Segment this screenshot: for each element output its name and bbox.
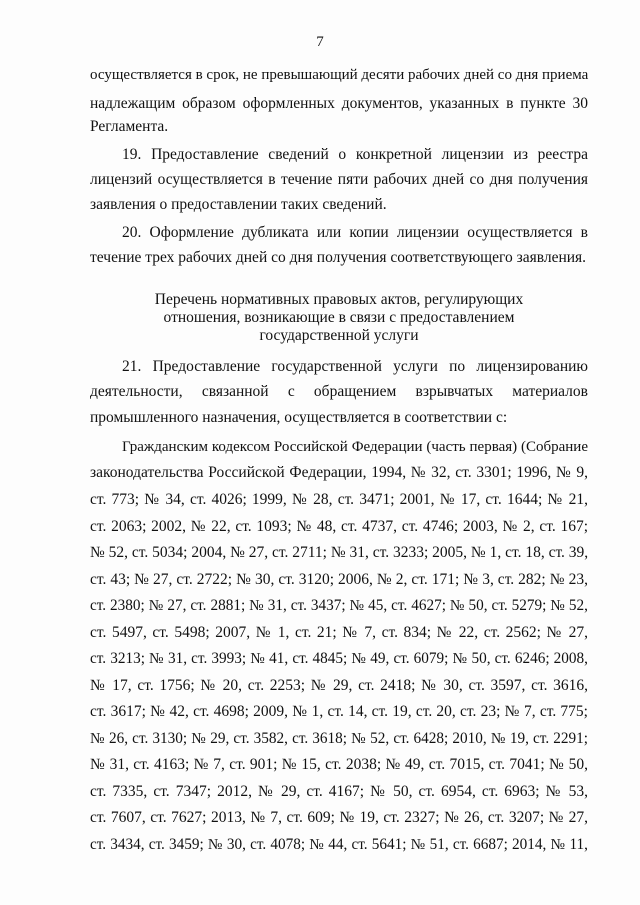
section-heading-line-2: отношения, возникающие в связи с предоставлением xyxy=(163,309,515,326)
civil-code-line-8: ст. 5497, ст. 5498; 2007, № 1, ст. 21; № 7, ст. 834; № 22, ст. 2562; № 27, xyxy=(90,624,588,641)
civil-code-line-11: ст. 3617; № 42, ст. 4698; 2009, № 1, ст. 14, ст. 19, ст. 20, ст. 23; № 7, ст. 775; xyxy=(90,703,588,720)
civil-code-line-12: № 26, ст. 3130; № 29, ст. 3582, ст. 3618; № 52, ст. 6428; 2010, № 19, ст. 2291; xyxy=(90,730,588,747)
paragraph-19-line-3: заявления о предоставлении таких сведений. xyxy=(90,196,387,213)
civil-code-line-14: ст. 7335, ст. 7347; 2012, № 29, ст. 4167; № 50, ст. 6954, ст. 6963; № 53, xyxy=(90,783,588,800)
civil-code-line-7: ст. 2380; № 27, ст. 2881; № 31, ст. 3437; № 45, ст. 4627; № 50, ст. 5279; № 52, xyxy=(90,597,588,614)
paragraph-20-line-1: 20. Оформление дубликата или копии лицензии осуществляется в xyxy=(122,224,588,241)
page-number: 7 xyxy=(316,34,324,50)
section-heading-line-1: Перечень нормативных правовых актов, регулирующих xyxy=(154,291,524,308)
paragraph-18-line-2: надлежащим образом оформленных документов, указанных в пункте 30 xyxy=(90,95,588,112)
civil-code-line-1: Гражданским кодексом Российской Федерации (часть первая) (Собрание xyxy=(122,439,588,455)
paragraph-21-line-2: деятельности, связанной с обращением взрывчатых материалов xyxy=(90,383,588,400)
civil-code-line-6: ст. 43; № 27, ст. 2722; № 30, ст. 3120; 2006, № 2, ст. 171; № 3, ст. 282; № 23, xyxy=(90,571,588,588)
civil-code-line-3: ст. 773; № 34, ст. 4026; 1999, № 28, ст. 3471; 2001, № 17, ст. 1644; № 21, xyxy=(90,491,588,508)
civil-code-line-15: ст. 7607, ст. 7627; 2013, № 7, ст. 609; № 19, ст. 2327; № 26, ст. 3207; № 27, xyxy=(90,809,588,826)
civil-code-line-2: законодательства Российской Федерации, 1994, № 32, ст. 3301; 1996, № 9, xyxy=(90,464,588,481)
civil-code-line-5: № 52, ст. 5034; 2004, № 27, ст. 2711; № 31, ст. 3233; 2005, № 1, ст. 18, ст. 39, xyxy=(90,544,589,561)
paragraph-18-line-3: Регламента. xyxy=(90,118,169,135)
civil-code-line-16: ст. 3434, ст. 3459; № 30, ст. 4078; № 44, ст. 5641; № 51, ст. 6687; 2014, № 11, xyxy=(90,836,588,853)
civil-code-line-4: ст. 2063; 2002, № 22, ст. 1093; № 48, ст. 4737, ст. 4746; 2003, № 2, ст. 167; xyxy=(90,518,588,535)
paragraph-20-line-2: течение трех рабочих дней со дня получения соответствующего заявления. xyxy=(90,249,587,266)
paragraph-21-line-1: 21. Предоставление государственной услуги по лицензированию xyxy=(122,358,588,375)
paragraph-21-line-3: промышленного назначения, осуществляется в соответствии с: xyxy=(90,409,508,426)
civil-code-line-10: № 17, ст. 1756; № 20, ст. 2253; № 29, ст. 2418; № 30, ст. 3597, ст. 3616, xyxy=(90,677,588,694)
civil-code-line-13: № 31, ст. 4163; № 7, ст. 901; № 15, ст. 2038; № 49, ст. 7015, ст. 7041; № 50, xyxy=(90,756,588,773)
section-heading-line-3: государственной услуги xyxy=(259,327,419,344)
civil-code-line-9: ст. 3213; № 31, ст. 3993; № 41, ст. 4845; № 49, ст. 6079; № 50, ст. 6246; 2008, xyxy=(90,650,588,667)
paragraph-19-line-2: лицензий осуществляется в течение пяти рабочих дней со дня получения xyxy=(90,171,588,188)
paragraph-19-line-1: 19. Предоставление сведений о конкретной лицензии из реестра xyxy=(122,146,588,163)
paragraph-18-line-1: осуществляется в срок, не превышающий десяти рабочих дней со дня приема xyxy=(90,67,589,83)
